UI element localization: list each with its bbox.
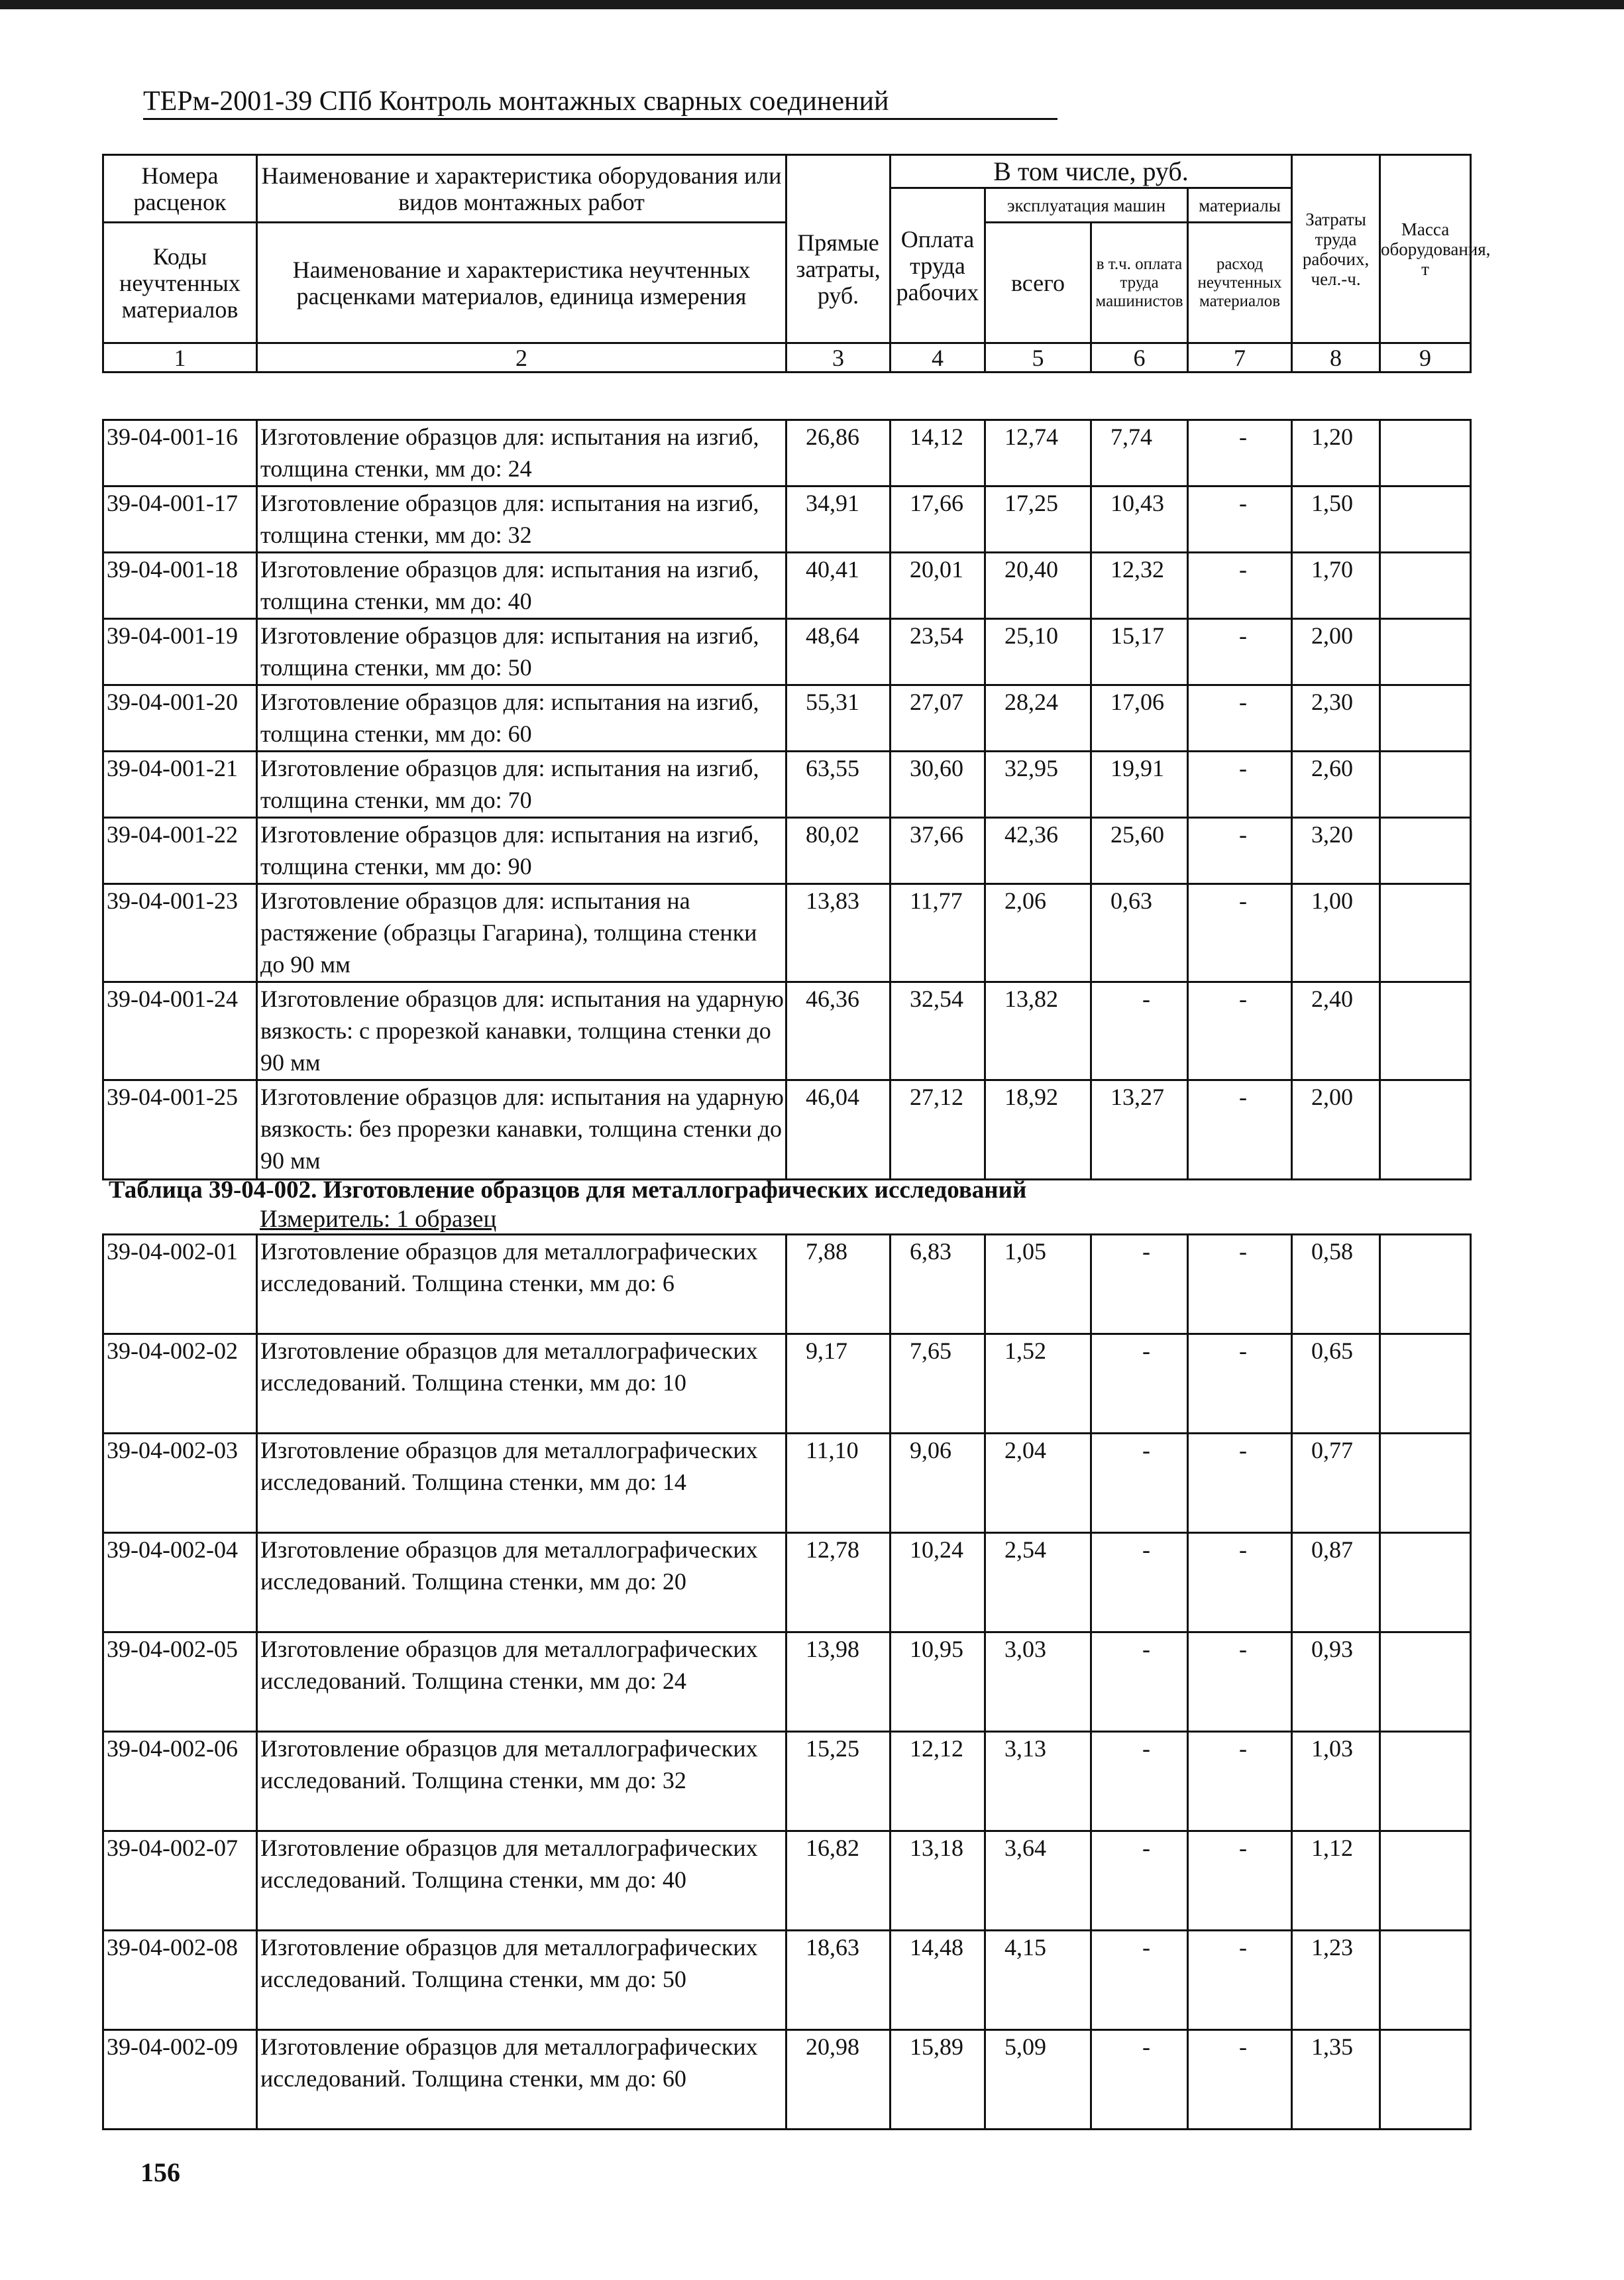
material-costs: - (1188, 818, 1292, 884)
table-row (103, 1831, 1471, 1931)
rate-code: 39-04-002-08 (103, 1931, 257, 2030)
work-description: Изготовление образцов для: испытания на изгиб, толщина стенки, мм до: 60 (257, 685, 786, 752)
material-costs: - (1188, 2030, 1292, 2130)
direct-costs: 16,82 (786, 1831, 891, 1931)
machinist-pay: - (1091, 1334, 1188, 1434)
machine-costs: 3,03 (985, 1632, 1091, 1732)
rate-code: 39-04-002-04 (103, 1533, 257, 1632)
rate-code: 39-04-002-05 (103, 1632, 257, 1732)
labor-hours: 2,00 (1292, 1080, 1380, 1180)
machine-costs: 1,52 (985, 1334, 1091, 1434)
work-description: Изготовление образцов для: испытания на ударную вязкость: без прорезки канавки, толщина стенки до 90 мм (257, 1080, 786, 1180)
worker-pay: 14,48 (891, 1931, 985, 2030)
page-number: 156 (140, 2157, 180, 2187)
direct-costs: 11,10 (786, 1434, 891, 1533)
machine-costs: 18,92 (985, 1080, 1091, 1180)
rate-code: 39-04-001-23 (103, 884, 257, 982)
column-number: 2 (257, 343, 786, 372)
worker-pay: 10,95 (891, 1632, 985, 1732)
worker-pay: 12,12 (891, 1732, 985, 1831)
labor-hours: 2,00 (1292, 619, 1380, 685)
table-row (103, 1080, 1471, 1180)
worker-pay: 30,60 (891, 752, 985, 818)
labor-hours: 2,40 (1292, 982, 1380, 1080)
machine-costs: 13,82 (985, 982, 1091, 1080)
equipment-mass (1380, 1732, 1471, 1831)
machine-costs: 32,95 (985, 752, 1091, 818)
equipment-mass (1380, 1080, 1471, 1180)
direct-costs: 9,17 (786, 1334, 891, 1434)
worker-pay: 14,12 (891, 420, 985, 486)
equipment-mass (1380, 818, 1471, 884)
equipment-mass (1380, 685, 1471, 752)
machinist-pay: - (1091, 1235, 1188, 1334)
machinist-pay: 19,91 (1091, 752, 1188, 818)
machinist-pay: 0,63 (1091, 884, 1188, 982)
material-costs: - (1188, 1831, 1292, 1931)
worker-pay: 27,12 (891, 1080, 985, 1180)
section-unit: Измеритель: 1 образец (260, 1206, 497, 1233)
worker-pay: 37,66 (891, 818, 985, 884)
direct-costs: 13,98 (786, 1632, 891, 1732)
machine-costs: 25,10 (985, 619, 1091, 685)
rate-code: 39-04-001-22 (103, 818, 257, 884)
equipment-mass (1380, 1632, 1471, 1732)
table-row (103, 982, 1471, 1080)
equipment-mass (1380, 1334, 1471, 1434)
rate-code: 39-04-002-09 (103, 2030, 257, 2130)
work-description: Изготовление образцов для металлографических исследований. Толщина стенки, мм до: 24 (257, 1632, 786, 1732)
material-costs: - (1188, 1434, 1292, 1533)
labor-hours: 3,20 (1292, 818, 1380, 884)
machine-costs: 2,06 (985, 884, 1091, 982)
direct-costs: 63,55 (786, 752, 891, 818)
labor-hours: 1,00 (1292, 884, 1380, 982)
equipment-mass (1380, 884, 1471, 982)
worker-pay: 6,83 (891, 1235, 985, 1334)
labor-hours: 1,23 (1292, 1931, 1380, 2030)
labor-hours: 0,87 (1292, 1533, 1380, 1632)
rate-code: 39-04-001-17 (103, 486, 257, 553)
material-costs: - (1188, 619, 1292, 685)
column-number: 1 (103, 343, 257, 372)
equipment-mass (1380, 1434, 1471, 1533)
rate-code: 39-04-001-25 (103, 1080, 257, 1180)
equipment-mass (1380, 1533, 1471, 1632)
work-description: Изготовление образцов для: испытания на изгиб, толщина стенки, мм до: 40 (257, 553, 786, 619)
machinist-pay: 17,06 (1091, 685, 1188, 752)
machinist-pay: - (1091, 1632, 1188, 1732)
labor-hours: 1,20 (1292, 420, 1380, 486)
machinist-pay: - (1091, 1533, 1188, 1632)
material-costs: - (1188, 1632, 1292, 1732)
machine-costs: 2,04 (985, 1434, 1091, 1533)
table-row (103, 818, 1471, 884)
header-material-codes: Коды неучтенных материалов (103, 223, 257, 343)
work-description: Изготовление образцов для металлографических исследований. Толщина стенки, мм до: 32 (257, 1732, 786, 1831)
work-description: Изготовление образцов для металлографических исследований. Толщина стенки, мм до: 20 (257, 1533, 786, 1632)
labor-hours: 1,70 (1292, 553, 1380, 619)
header-machines-total: всего (985, 223, 1091, 343)
column-number: 9 (1380, 343, 1471, 372)
table-row (103, 1434, 1471, 1533)
direct-costs: 20,98 (786, 2030, 891, 2130)
worker-pay: 20,01 (891, 553, 985, 619)
material-costs: - (1188, 1235, 1292, 1334)
machine-costs: 20,40 (985, 553, 1091, 619)
material-costs: - (1188, 420, 1292, 486)
worker-pay: 10,24 (891, 1533, 985, 1632)
header-material-use: расход неучтенных материалов (1188, 223, 1292, 343)
rate-code: 39-04-001-21 (103, 752, 257, 818)
work-description: Изготовление образцов для металлографических исследований. Толщина стенки, мм до: 40 (257, 1831, 786, 1931)
labor-hours: 2,60 (1292, 752, 1380, 818)
direct-costs: 13,83 (786, 884, 891, 982)
worker-pay: 11,77 (891, 884, 985, 982)
header-labor-hours: Затраты труда рабочих, чел.-ч. (1292, 155, 1380, 343)
material-costs: - (1188, 1334, 1292, 1434)
table-row (103, 553, 1471, 619)
equipment-mass (1380, 1831, 1471, 1931)
labor-hours: 0,77 (1292, 1434, 1380, 1533)
machinist-pay: 12,32 (1091, 553, 1188, 619)
machinist-pay: 25,60 (1091, 818, 1188, 884)
direct-costs: 46,04 (786, 1080, 891, 1180)
labor-hours: 1,03 (1292, 1732, 1380, 1831)
header-work-name: Наименование и характеристика оборудования или видов монтажных работ (257, 155, 786, 223)
material-costs: - (1188, 752, 1292, 818)
machinist-pay: - (1091, 1931, 1188, 2030)
work-description: Изготовление образцов для: испытания на изгиб, толщина стенки, мм до: 70 (257, 752, 786, 818)
machinist-pay: - (1091, 1831, 1188, 1931)
worker-pay: 17,66 (891, 486, 985, 553)
material-costs: - (1188, 1732, 1292, 1831)
material-costs: - (1188, 1533, 1292, 1632)
column-number: 3 (786, 343, 891, 372)
labor-hours: 0,93 (1292, 1632, 1380, 1732)
machinist-pay: 15,17 (1091, 619, 1188, 685)
header-including-group: В том числе, руб. (891, 155, 1292, 188)
direct-costs: 40,41 (786, 553, 891, 619)
table-row (103, 619, 1471, 685)
machinist-pay: 10,43 (1091, 486, 1188, 553)
table-row (103, 2030, 1471, 2130)
direct-costs: 48,64 (786, 619, 891, 685)
material-costs: - (1188, 982, 1292, 1080)
machinist-pay: 13,27 (1091, 1080, 1188, 1180)
header-rate-numbers: Номера расценок (103, 155, 257, 223)
table-row (103, 1533, 1471, 1632)
work-description: Изготовление образцов для: испытания на изгиб, толщина стенки, мм до: 50 (257, 619, 786, 685)
table-row (103, 1732, 1471, 1831)
machine-costs: 2,54 (985, 1533, 1091, 1632)
header-material-name: Наименование и характеристика неучтенных расценками материалов, единица измерения (257, 223, 786, 343)
machine-costs: 17,25 (985, 486, 1091, 553)
equipment-mass (1380, 553, 1471, 619)
work-description: Изготовление образцов для: испытания на изгиб, толщина стенки, мм до: 32 (257, 486, 786, 553)
header-machinist-pay: в т.ч. оплата труда машинистов (1091, 223, 1188, 343)
rate-code: 39-04-002-06 (103, 1732, 257, 1831)
labor-hours: 0,58 (1292, 1235, 1380, 1334)
table-row (103, 1931, 1471, 2030)
column-number: 5 (985, 343, 1091, 372)
machinist-pay: 7,74 (1091, 420, 1188, 486)
material-costs: - (1188, 884, 1292, 982)
header-direct-costs: Прямые затраты, руб. (786, 155, 891, 343)
page-title: ТЕРм-2001-39 СПб Контроль монтажных сварных соединений (143, 85, 1057, 120)
material-costs: - (1188, 486, 1292, 553)
table-row (103, 1632, 1471, 1732)
equipment-mass (1380, 619, 1471, 685)
rates-table-39-04-001 (102, 419, 1472, 1180)
labor-hours: 0,65 (1292, 1334, 1380, 1434)
worker-pay: 23,54 (891, 619, 985, 685)
direct-costs: 80,02 (786, 818, 891, 884)
equipment-mass (1380, 1931, 1471, 2030)
column-header-table (102, 154, 1491, 373)
rate-code: 39-04-002-07 (103, 1831, 257, 1931)
equipment-mass (1380, 420, 1471, 486)
labor-hours: 1,35 (1292, 2030, 1380, 2130)
rate-code: 39-04-001-24 (103, 982, 257, 1080)
rate-code: 39-04-001-16 (103, 420, 257, 486)
worker-pay: 9,06 (891, 1434, 985, 1533)
header-machines-group: эксплуатация машин (985, 188, 1188, 223)
table-row (103, 420, 1471, 486)
rate-code: 39-04-002-01 (103, 1235, 257, 1334)
column-number: 6 (1091, 343, 1188, 372)
material-costs: - (1188, 1080, 1292, 1180)
equipment-mass (1380, 486, 1471, 553)
worker-pay: 15,89 (891, 2030, 985, 2130)
table-row (103, 685, 1471, 752)
direct-costs: 26,86 (786, 420, 891, 486)
column-number: 4 (891, 343, 985, 372)
column-number: 8 (1292, 343, 1380, 372)
table-row (103, 1235, 1471, 1334)
machine-costs: 4,15 (985, 1931, 1091, 2030)
machine-costs: 3,13 (985, 1732, 1091, 1831)
header-worker-pay: Оплата труда рабочих (891, 188, 985, 343)
work-description: Изготовление образцов для металлографических исследований. Толщина стенки, мм до: 50 (257, 1931, 786, 2030)
table-row (103, 486, 1471, 553)
header-materials-group: материалы (1188, 188, 1292, 223)
equipment-mass (1380, 752, 1471, 818)
table-row (103, 884, 1471, 982)
machine-costs: 42,36 (985, 818, 1091, 884)
rate-code: 39-04-002-02 (103, 1334, 257, 1434)
section-title: Таблица 39-04-002. Изготовление образцов для металлографических исследований (109, 1176, 1027, 1204)
worker-pay: 7,65 (891, 1334, 985, 1434)
column-number: 7 (1188, 343, 1292, 372)
work-description: Изготовление образцов для: испытания на изгиб, толщина стенки, мм до: 90 (257, 818, 786, 884)
table-row (103, 752, 1471, 818)
rate-code: 39-04-002-03 (103, 1434, 257, 1533)
machinist-pay: - (1091, 1732, 1188, 1831)
rate-code: 39-04-001-20 (103, 685, 257, 752)
machine-costs: 5,09 (985, 2030, 1091, 2130)
machinist-pay: - (1091, 1434, 1188, 1533)
worker-pay: 13,18 (891, 1831, 985, 1931)
work-description: Изготовление образцов для металлографических исследований. Толщина стенки, мм до: 10 (257, 1334, 786, 1434)
work-description: Изготовление образцов для: испытания на изгиб, толщина стенки, мм до: 24 (257, 420, 786, 486)
material-costs: - (1188, 553, 1292, 619)
equipment-mass (1380, 2030, 1471, 2130)
direct-costs: 46,36 (786, 982, 891, 1080)
machinist-pay: - (1091, 2030, 1188, 2130)
equipment-mass (1380, 982, 1471, 1080)
header-equipment-mass: Масса оборудования, т (1380, 155, 1471, 343)
table-row (103, 1334, 1471, 1434)
machine-costs: 28,24 (985, 685, 1091, 752)
work-description: Изготовление образцов для металлографических исследований. Толщина стенки, мм до: 60 (257, 2030, 786, 2130)
work-description: Изготовление образцов для металлографических исследований. Толщина стенки, мм до: 14 (257, 1434, 786, 1533)
direct-costs: 12,78 (786, 1533, 891, 1632)
machine-costs: 1,05 (985, 1235, 1091, 1334)
work-description: Изготовление образцов для металлографических исследований. Толщина стенки, мм до: 6 (257, 1235, 786, 1334)
labor-hours: 1,12 (1292, 1831, 1380, 1931)
rate-code: 39-04-001-18 (103, 553, 257, 619)
equipment-mass (1380, 1235, 1471, 1334)
material-costs: - (1188, 685, 1292, 752)
labor-hours: 1,50 (1292, 486, 1380, 553)
worker-pay: 27,07 (891, 685, 985, 752)
work-description: Изготовление образцов для: испытания на растяжение (образцы Гагарина), толщина стенки до 90 мм (257, 884, 786, 982)
worker-pay: 32,54 (891, 982, 985, 1080)
rate-code: 39-04-001-19 (103, 619, 257, 685)
direct-costs: 15,25 (786, 1732, 891, 1831)
machine-costs: 12,74 (985, 420, 1091, 486)
rates-table-39-04-002 (102, 1233, 1472, 2130)
work-description: Изготовление образцов для: испытания на ударную вязкость: с прорезкой канавки, толщина стенки до 90 мм (257, 982, 786, 1080)
direct-costs: 7,88 (786, 1235, 891, 1334)
top-rule (0, 0, 1624, 9)
direct-costs: 18,63 (786, 1931, 891, 2030)
machine-costs: 3,64 (985, 1831, 1091, 1931)
machinist-pay: - (1091, 982, 1188, 1080)
direct-costs: 34,91 (786, 486, 891, 553)
direct-costs: 55,31 (786, 685, 891, 752)
material-costs: - (1188, 1931, 1292, 2030)
labor-hours: 2,30 (1292, 685, 1380, 752)
